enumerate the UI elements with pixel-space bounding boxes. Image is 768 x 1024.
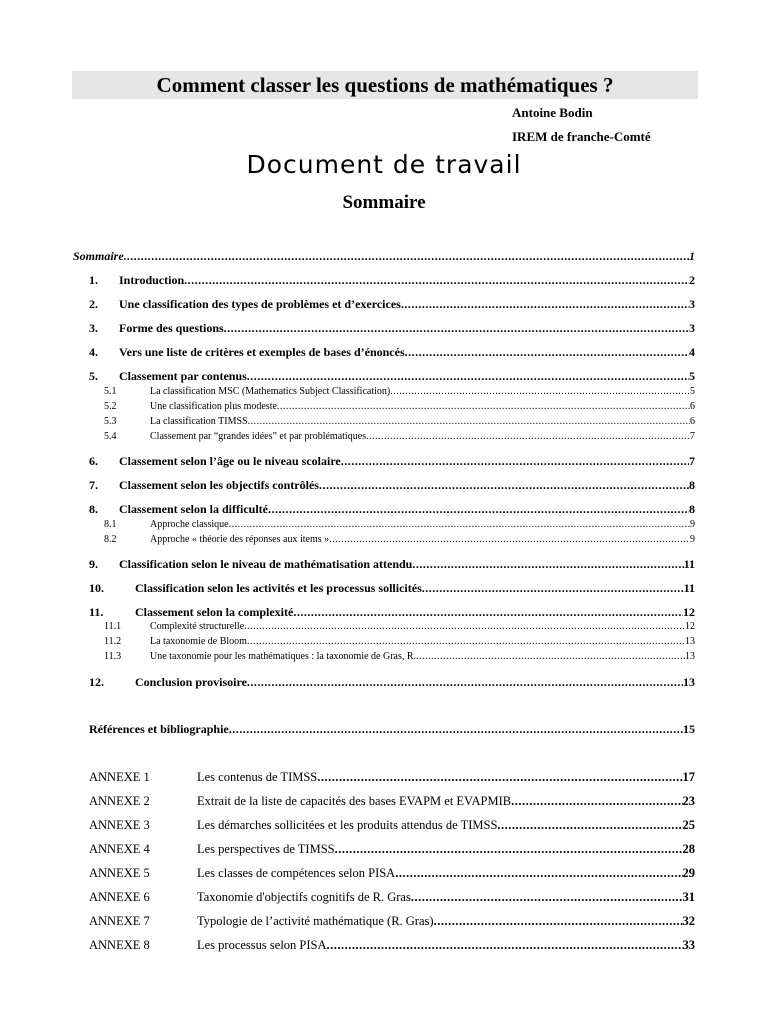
toc-leader [293, 604, 683, 620]
toc-leader [422, 580, 684, 596]
toc-leader [248, 415, 690, 429]
toc-label: Extrait de la liste de capacités des bases EVAPM et EVAPMIB [197, 794, 512, 808]
toc-number: ANNEXE 1 [89, 770, 150, 784]
toc-label: Classement selon la difficulté [119, 502, 268, 516]
toc-number: ANNEXE 4 [89, 842, 150, 856]
toc-leader [268, 501, 689, 517]
toc-page: 9 [690, 534, 695, 545]
toc-label: Sommaire [73, 249, 124, 263]
toc-number: ANNEXE 6 [89, 890, 150, 904]
toc-entry-subsection[interactable] [104, 415, 695, 431]
toc-label: Classification selon les activités et les processus sollicités [135, 581, 422, 595]
toc-entry-section[interactable] [89, 556, 695, 572]
toc-number: 5. [89, 369, 98, 383]
toc-label: Classification selon le niveau de mathématisation attendu [119, 557, 413, 571]
toc-entry-annex[interactable] [89, 865, 695, 881]
summary-heading: Sommaire [342, 192, 426, 213]
toc-label: Approche classique [150, 519, 229, 530]
toc-page: 2 [689, 273, 695, 287]
toc-page: 12 [685, 621, 695, 632]
toc-label: Les contenus de TIMSS [197, 770, 318, 784]
toc-label: Forme des questions [119, 321, 224, 335]
toc-leader [366, 430, 690, 444]
toc-page: 28 [682, 842, 695, 856]
toc-page: 1 [689, 249, 695, 263]
toc-leader [244, 620, 685, 634]
toc-number: 11.2 [104, 636, 122, 647]
toc-entry-section[interactable] [89, 344, 695, 360]
toc-page: 12 [683, 605, 695, 619]
toc-leader [247, 674, 683, 690]
toc-entry-subsection[interactable] [104, 635, 695, 651]
toc-leader [329, 533, 690, 547]
toc-label: Classement selon l’âge ou le niveau scolaire [119, 454, 341, 468]
toc-number: 3. [89, 321, 98, 335]
document-title: Comment classer les questions de mathématiques ? [156, 73, 614, 97]
toc-page: 33 [682, 938, 695, 952]
toc-label: Les démarches sollicitées et les produits attendus de TIMSS [197, 818, 498, 832]
toc-leader [341, 453, 689, 469]
toc-number: 11.3 [104, 651, 122, 662]
toc-leader [395, 865, 682, 881]
toc-entry-section[interactable] [89, 580, 695, 596]
toc-number: 5.2 [104, 401, 117, 412]
toc-page: 11 [683, 557, 695, 571]
toc-page: 6 [690, 401, 695, 412]
toc-leader [247, 635, 685, 649]
toc-page: 13 [685, 651, 695, 662]
toc-label: Vers une liste de critères et exemples de bases d’énoncés [119, 345, 405, 359]
toc-label: Typologie de l’activité mathématique (R. Gras) [197, 914, 434, 928]
toc-label: Conclusion provisoire [135, 675, 247, 689]
toc-entry-annex[interactable] [89, 793, 695, 809]
toc-page: 5 [690, 386, 695, 397]
toc-entry-subsection[interactable] [104, 385, 695, 401]
toc-number: 5.3 [104, 416, 117, 427]
toc-entry-annex[interactable] [89, 889, 695, 905]
toc-leader [416, 650, 685, 664]
toc-entry-sommaire[interactable] [73, 248, 695, 264]
toc-leader [411, 889, 683, 905]
toc-page: 4 [689, 345, 695, 359]
toc-leader [405, 344, 689, 360]
toc-entry-section[interactable] [89, 477, 695, 493]
institution-name: IREM de franche-Comté [512, 129, 651, 144]
toc-page: 3 [689, 321, 695, 335]
toc-page: 31 [682, 890, 695, 904]
toc-leader [511, 793, 682, 809]
toc-leader [319, 477, 689, 493]
toc-page: 11 [683, 581, 695, 595]
toc-entry-references[interactable] [89, 721, 695, 737]
toc-number: 11.1 [104, 621, 122, 632]
toc-label: Complexité structurelle [150, 621, 245, 632]
author-name: Antoine Bodin [512, 105, 593, 120]
toc-label: Classement par contenus [119, 369, 247, 383]
toc-entry-section[interactable] [89, 320, 695, 336]
toc-entry-section[interactable] [89, 296, 695, 312]
toc-entry-section[interactable] [89, 501, 695, 517]
toc-page: 17 [682, 770, 695, 784]
toc-page: 5 [689, 369, 695, 383]
toc-number: 7. [89, 478, 98, 492]
toc-label: Classement selon les objectifs contrôlés [119, 478, 319, 492]
toc-leader [224, 320, 689, 336]
toc-entry-section[interactable] [89, 674, 695, 690]
toc-entry-subsection[interactable] [104, 400, 695, 416]
toc-label: Références et bibliographie [89, 722, 229, 736]
toc-leader [124, 248, 689, 264]
toc-page: 7 [689, 454, 695, 468]
toc-page: 3 [689, 297, 695, 311]
toc-label: Classement par “grandes idées” et par problématiques [150, 431, 367, 442]
toc-number: 9. [89, 557, 98, 571]
toc-number: 5.4 [104, 431, 117, 442]
toc-entry-section[interactable] [89, 604, 695, 620]
toc-label: Approche « théorie des réponses aux items » [150, 534, 330, 545]
toc-number: 2. [89, 297, 98, 311]
toc-number: 12. [89, 675, 104, 689]
toc-page: 29 [682, 866, 695, 880]
toc-page: 25 [682, 818, 695, 832]
toc-label: Taxonomie d'objectifs cognitifs de R. Gras [197, 890, 411, 904]
toc-page: 15 [683, 722, 695, 736]
toc-number: 8.2 [104, 534, 117, 545]
toc-page: 9 [690, 519, 695, 530]
toc-number: 4. [89, 345, 98, 359]
toc-leader [434, 913, 683, 929]
toc-number: 11. [89, 605, 104, 619]
toc-label: Une taxonomie pour les mathématiques : la taxonomie de Gras, R. [150, 651, 417, 662]
toc-label: Les perspectives de TIMSS [197, 842, 335, 856]
toc-leader [277, 400, 690, 414]
toc-leader [247, 368, 689, 384]
toc-number: 1. [89, 273, 98, 287]
toc-leader [335, 841, 683, 857]
toc-entry-annex[interactable] [89, 841, 695, 857]
toc-page: 13 [685, 636, 695, 647]
toc-label: Une classification plus modeste [150, 401, 277, 412]
toc-number: ANNEXE 2 [89, 794, 150, 808]
toc-entry-subsection[interactable] [104, 518, 695, 534]
toc-page: 8 [689, 478, 695, 492]
toc-leader [317, 769, 682, 785]
toc-entry-subsection[interactable] [104, 430, 695, 446]
toc-leader [401, 296, 689, 312]
toc-entry-annex[interactable] [89, 937, 695, 953]
toc-entry-annex[interactable] [89, 769, 695, 785]
toc-label: Introduction [119, 273, 185, 287]
toc-label: Les classes de compétences selon PISA [197, 866, 396, 880]
toc-leader [390, 385, 690, 399]
toc-leader [497, 817, 682, 833]
toc-number: ANNEXE 3 [89, 818, 150, 832]
toc-number: 10. [89, 581, 104, 595]
toc-label: La classification TIMSS [150, 416, 248, 427]
toc-number: ANNEXE 7 [89, 914, 150, 928]
toc-page: 13 [683, 675, 695, 689]
toc-entry-subsection[interactable] [104, 650, 695, 666]
working-document-heading: Document de travail [246, 150, 522, 179]
toc-entry-subsection[interactable] [104, 533, 695, 549]
toc-leader [412, 556, 683, 572]
toc-number: ANNEXE 5 [89, 866, 150, 880]
toc-leader [184, 272, 689, 288]
toc-label: La classification MSC (Mathematics Subject Classification) [150, 386, 391, 397]
toc-number: 6. [89, 454, 98, 468]
toc-entry-section[interactable] [89, 368, 695, 384]
toc-leader [327, 937, 683, 953]
toc-label: Les processus selon PISA [197, 938, 327, 952]
toc-entry-section[interactable] [89, 272, 695, 288]
toc-leader [229, 518, 690, 532]
toc-page: 32 [682, 914, 695, 928]
toc-number: 5.1 [104, 386, 117, 397]
toc-number: 8. [89, 502, 98, 516]
toc-entry-subsection[interactable] [104, 620, 695, 636]
toc-page: 8 [689, 502, 695, 516]
toc-entry-annex[interactable] [89, 817, 695, 833]
toc-leader [229, 721, 683, 737]
toc-number: ANNEXE 8 [89, 938, 150, 952]
toc-entry-annex[interactable] [89, 913, 695, 929]
toc-label: Classement selon la complexité [135, 605, 294, 619]
toc-page: 6 [690, 416, 695, 427]
toc-label: La taxonomie de Bloom [150, 636, 247, 647]
toc-label: Une classification des types de problèmes et d’exercices [119, 297, 401, 311]
toc-page: 7 [690, 431, 695, 442]
toc-page: 23 [682, 794, 695, 808]
toc-number: 8.1 [104, 519, 117, 530]
toc-entry-section[interactable] [89, 453, 695, 469]
